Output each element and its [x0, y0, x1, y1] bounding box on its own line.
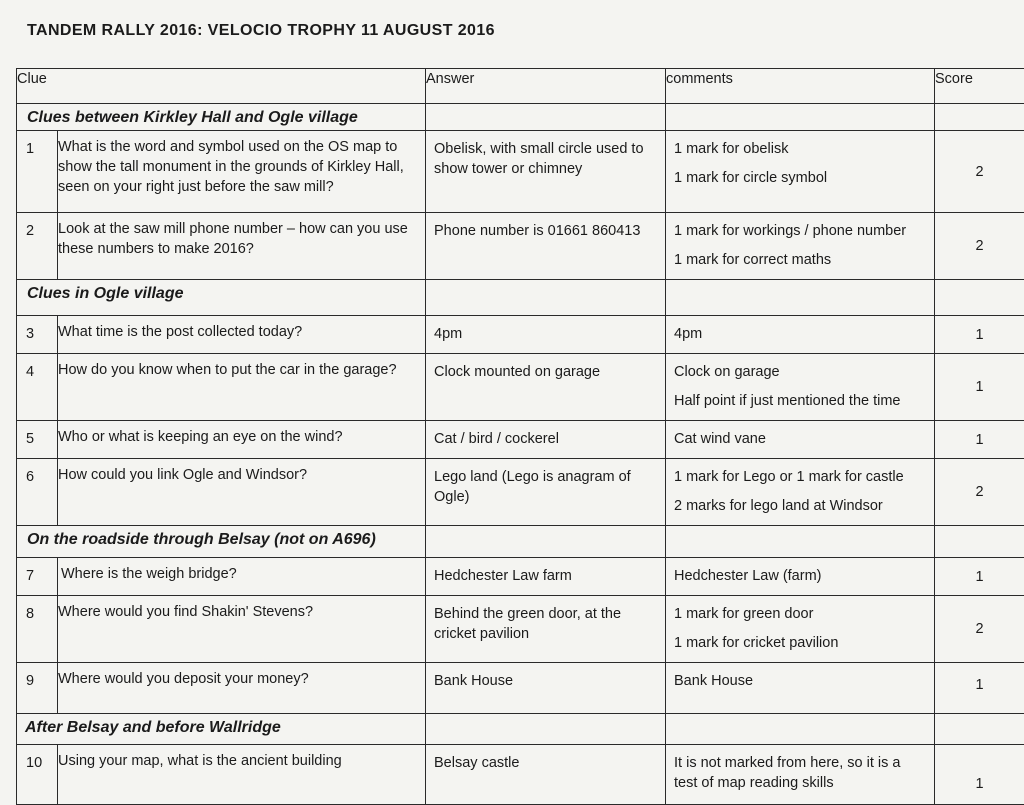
score-cell: 2 [935, 213, 1024, 280]
score-cell: 1 [935, 663, 1024, 714]
comment-line: Clock on garage [674, 362, 926, 382]
clue-number: 2 [17, 213, 58, 280]
header-score: Score [935, 69, 1024, 104]
comments-cell [666, 459, 935, 526]
score-cell: 2 [935, 596, 1024, 663]
answer-text: Hedchester Law farm [426, 558, 666, 596]
clue-number: 8 [17, 596, 58, 663]
score-cell: 1 [935, 558, 1024, 596]
clue-text: How do you know when to put the car in the garage? [58, 354, 426, 421]
answer-text: Clock mounted on garage [426, 354, 666, 421]
table-row [17, 459, 1024, 526]
score-cell: 1 [935, 316, 1024, 354]
clue-number: 9 [17, 663, 58, 714]
answer-sheet-table [16, 68, 1024, 805]
comment-line: 1 mark for correct maths [674, 250, 926, 270]
clue-text: How could you link Ogle and Windsor? [58, 459, 426, 526]
clue-number: 7 [17, 558, 58, 596]
comment-line: 1 mark for cricket pavilion [674, 633, 926, 653]
comment-line: Cat wind vane [674, 429, 926, 449]
table-row [17, 131, 1024, 213]
clue-text: Where would you deposit your money? [58, 663, 426, 714]
comments-cell [666, 663, 935, 714]
comment-line: 1 mark for circle symbol [674, 168, 926, 188]
clue-text: What is the word and symbol used on the OS map to show the tall monument in the grounds of Kirkley Hall, seen on your right just before the saw mill? [58, 131, 426, 213]
table-row [17, 663, 1024, 714]
section-row [17, 714, 1024, 745]
score-cell: 1 [935, 421, 1024, 459]
comment-line: 1 mark for obelisk [674, 139, 926, 159]
answer-text: Obelisk, with small circle used to show tower or chimney [426, 131, 666, 213]
table-row [17, 213, 1024, 280]
comment-line: 1 mark for green door [674, 604, 926, 624]
clue-number: 10 [17, 745, 58, 805]
comments-cell [666, 131, 935, 213]
header-clue: Clue [17, 69, 426, 104]
comment-line: Hedchester Law (farm) [674, 566, 926, 586]
comment-line: Bank House [674, 671, 926, 691]
answer-text: Cat / bird / cockerel [426, 421, 666, 459]
table-row [17, 745, 1024, 805]
table-row [17, 596, 1024, 663]
clue-number: 6 [17, 459, 58, 526]
table-row [17, 316, 1024, 354]
clue-text: What time is the post collected today? [58, 316, 426, 354]
section-heading: On the roadside through Belsay (not on A696) [17, 526, 426, 558]
comments-cell [666, 354, 935, 421]
document-title: TANDEM RALLY 2016: VELOCIO TROPHY 11 AUGUST 2016 [27, 22, 495, 40]
section-row [17, 280, 1024, 316]
score-cell: 1 [935, 354, 1024, 421]
comment-line: 2 marks for lego land at Windsor [674, 496, 926, 516]
comments-cell [666, 745, 935, 805]
comments-cell [666, 213, 935, 280]
comments-cell [666, 558, 935, 596]
clue-number: 5 [17, 421, 58, 459]
table-header-row [17, 69, 1024, 104]
table-row [17, 421, 1024, 459]
score-cell: 2 [935, 131, 1024, 213]
answer-text: Belsay castle [426, 745, 666, 805]
section-row [17, 104, 1024, 131]
section-heading: Clues in Ogle village [17, 280, 426, 316]
answer-text: Phone number is 01661 860413 [426, 213, 666, 280]
answer-text: Lego land (Lego is anagram of Ogle) [426, 459, 666, 526]
comments-cell [666, 596, 935, 663]
clue-text: Who or what is keeping an eye on the wind? [58, 421, 426, 459]
clue-text: Using your map, what is the ancient building [58, 745, 426, 805]
comment-line: 4pm [674, 324, 926, 344]
comment-line: 1 mark for workings / phone number [674, 221, 926, 241]
comments-cell [666, 316, 935, 354]
section-row [17, 526, 1024, 558]
comment-line: 1 mark for Lego or 1 mark for castle [674, 467, 926, 487]
answer-text: Behind the green door, at the cricket pavilion [426, 596, 666, 663]
clue-text: Where would you find Shakin' Stevens? [58, 596, 426, 663]
score-cell: 1 [935, 745, 1024, 805]
section-heading: Clues between Kirkley Hall and Ogle village [17, 104, 426, 131]
header-answer: Answer [426, 69, 666, 104]
score-cell: 2 [935, 459, 1024, 526]
answer-text: Bank House [426, 663, 666, 714]
section-heading: After Belsay and before Wallridge [17, 714, 426, 745]
clue-number: 1 [17, 131, 58, 213]
comment-line: It is not marked from here, so it is a test of map reading skills [674, 753, 926, 793]
clue-text: Where is the weigh bridge? [58, 558, 426, 596]
comments-cell [666, 421, 935, 459]
header-comments: comments [666, 69, 935, 104]
table-row [17, 558, 1024, 596]
answer-text: 4pm [426, 316, 666, 354]
clue-text: Look at the saw mill phone number – how can you use these numbers to make 2016? [58, 213, 426, 280]
table-row [17, 354, 1024, 421]
clue-number: 4 [17, 354, 58, 421]
comment-line: Half point if just mentioned the time [674, 391, 926, 411]
clue-number: 3 [17, 316, 58, 354]
